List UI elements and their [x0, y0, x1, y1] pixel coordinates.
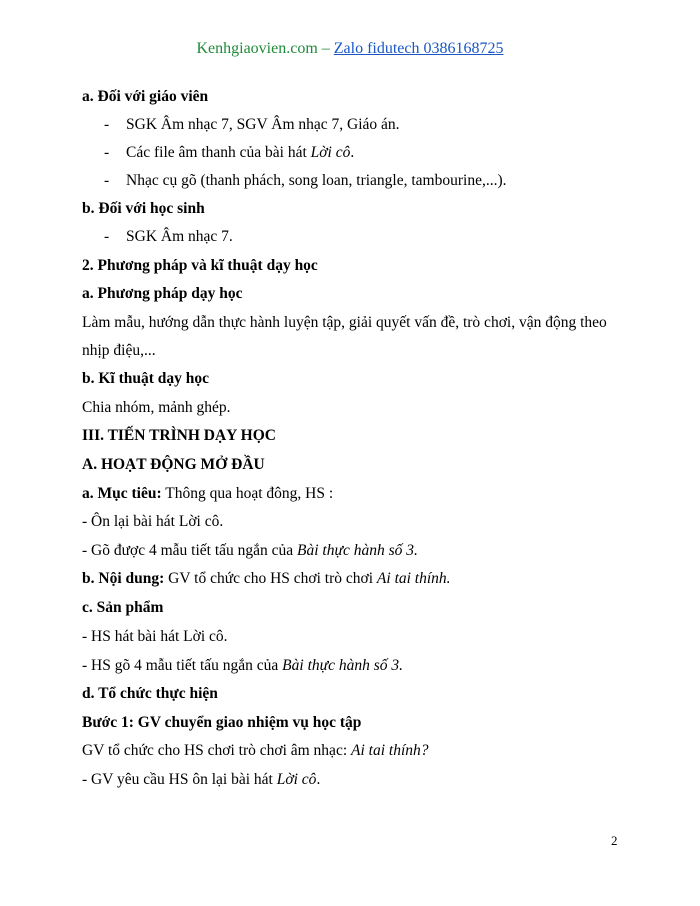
buoc-1-line2: - GV yêu cầu HS ôn lại bài hát Lời cô.: [82, 771, 321, 788]
header-separator: –: [317, 40, 334, 57]
heading-d-to-chuc: d. Tổ chức thực hiện: [82, 685, 218, 702]
heading-b-hoc-sinh: b. Đối với học sinh: [82, 200, 205, 217]
heading-A: A. HOẠT ĐỘNG MỞ ĐẦU: [82, 456, 265, 473]
san-pham-item-2: - HS gõ 4 mẫu tiết tấu ngắn của Bài thực hành số 3.: [82, 657, 403, 674]
header-contact-link[interactable]: Zalo fidutech 0386168725: [333, 40, 504, 57]
heading-2a: a. Phương pháp dạy học: [82, 285, 243, 302]
heading-buoc-1: Bước 1: GV chuyển giao nhiệm vụ học tập: [82, 714, 362, 731]
muc-tieu-item-1: - Ôn lại bài hát Lời cô.: [82, 513, 224, 530]
muc-tieu-item-2: - Gõ được 4 mẫu tiết tấu ngắn của Bài thực hành số 3.: [82, 542, 418, 559]
header-site: Kenhgiaovien.com: [196, 40, 318, 57]
paragraph-2a-line1: Làm mẫu, hướng dẫn thực hành luyện tập, giải quyết vấn đề, trò chơi, vận động theo: [82, 314, 607, 331]
muc-tieu: a. Mục tiêu: Thông qua hoạt đông, HS :: [82, 485, 334, 502]
heading-c-san-pham: c. Sản phẩm: [82, 599, 164, 616]
heading-2b: b. Kĩ thuật dạy học: [82, 370, 210, 387]
page-number: 2: [611, 833, 618, 848]
san-pham-item-1: - HS hát bài hát Lời cô.: [82, 628, 228, 645]
noi-dung: b. Nội dung: GV tổ chức cho HS chơi trò chơi Ai tai thính.: [82, 570, 451, 587]
buoc-1-line1: GV tổ chức cho HS chơi trò chơi âm nhạc: Ai tai thính?: [82, 742, 429, 759]
paragraph-2a-line2: nhịp điệu,...: [82, 342, 156, 359]
heading-a-giao-vien: a. Đối với giáo viên: [82, 88, 209, 105]
page-header: [0, 40, 700, 58]
paragraph-2b: Chia nhóm, mảnh ghép.: [82, 399, 231, 416]
heading-2: 2. Phương pháp và kĩ thuật dạy học: [82, 257, 318, 274]
heading-III: III. TIẾN TRÌNH DẠY HỌC: [82, 427, 276, 444]
